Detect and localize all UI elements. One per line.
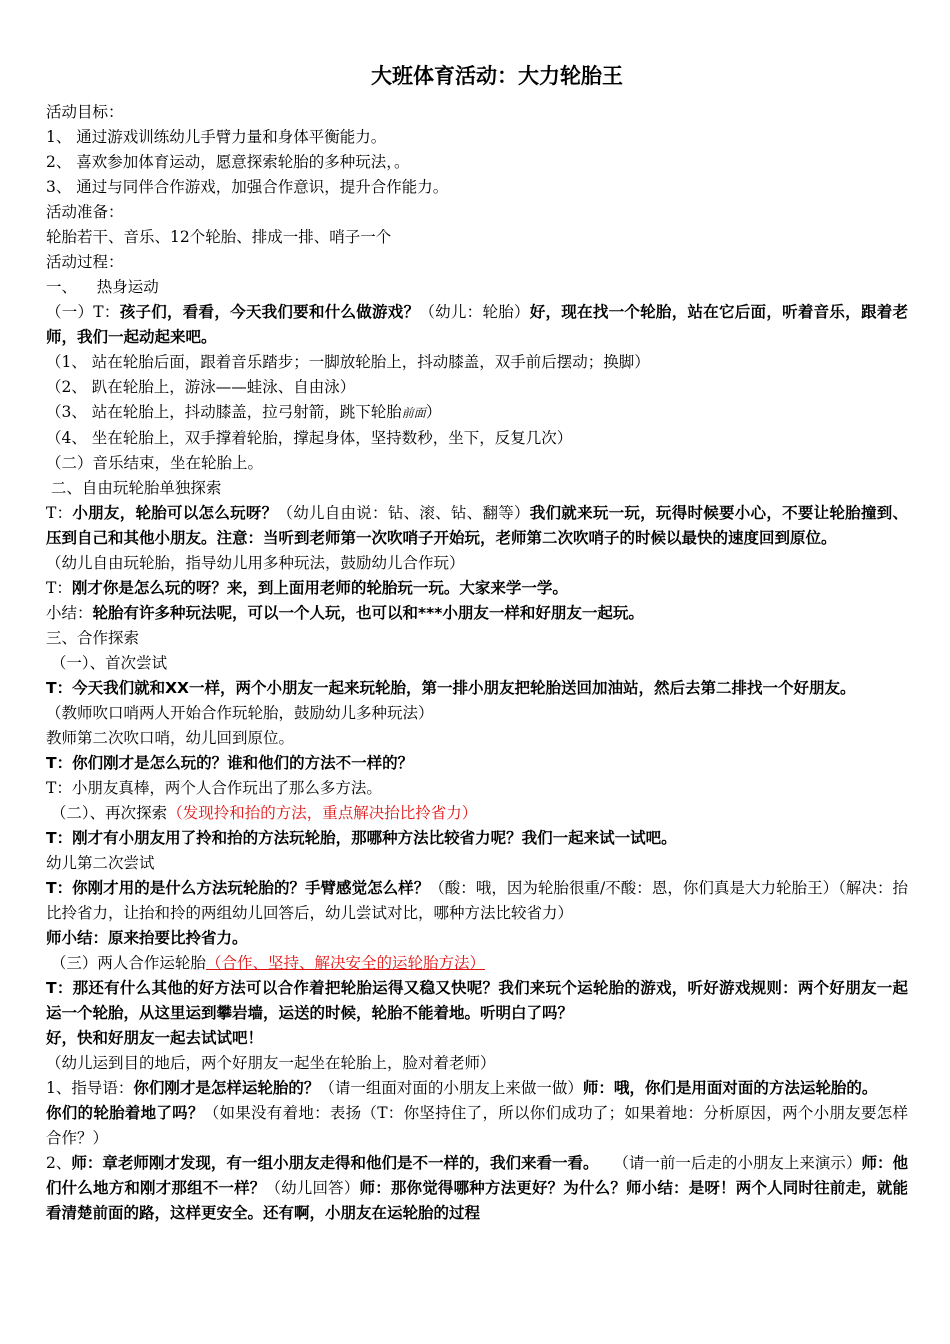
section-3-question-1: T：你们刚才是怎么玩的？谁和他们的方法不一样的？ (46, 754, 414, 772)
section-3-note-2: 教师第二次吹口哨，幼儿回到原位。 (46, 729, 295, 747)
section-3-second-try: 幼儿第二次尝试 (46, 854, 155, 872)
s3p-bold: 你们刚才是怎样运轮胎的？ (133, 1079, 320, 1097)
section-3-sub-3-rules: T：那还有什么其他的好方法可以合作着把轮胎运得又稳又快呢？我们来玩个运轮胎的游戏，听好游戏规则：两个好朋友一起运一个轮胎，从这里运到攀岩墙，运送的时候，轮胎不能着地。听明白了吗？ (46, 979, 908, 1022)
section-3-question-2 (46, 876, 908, 926)
document-title: 大班体育活动：大力轮胎王 (371, 64, 623, 88)
s3l-prefix: （三）两人合作运轮胎 (46, 954, 206, 972)
prep-heading: 活动准备： (46, 203, 124, 221)
s2a-bold: 小朋友，轮胎可以怎么玩呀？ (72, 504, 278, 522)
s3r-mid2: （幼儿回答） (265, 1179, 360, 1197)
process-heading: 活动过程： (46, 253, 124, 271)
section-3-note-1: （教师吹口哨两人开始合作玩轮胎，鼓励幼儿多种玩法） (46, 704, 434, 722)
s1a-bold2: 好，现在找一个轮胎，站在它后面，听着音乐，跟着老师，我们一起动起来吧。 (46, 303, 908, 346)
s2c-bold: 刚才你是怎么玩的呀？来，到上面用老师的轮胎玩一玩。大家来学一学。 (71, 579, 568, 597)
s3l-red-note: （合作、坚持、解决安全的运轮胎方法） (205, 954, 485, 972)
s3g-red-note: （发现拎和抬的方法，重点解决抬比拎省力） (167, 804, 478, 822)
s3r-bold3: 师：那你觉得哪种方法更好？为什么？师小结：是呀！两个人同时往前走，就能看清楚前面的路，这样更安全。还有啊，小朋友在运轮胎的过程 (46, 1179, 908, 1222)
s3r-bold: 师：章老师刚才发现，有一组小朋友走得和他们是不一样的，我们来看一看。 (71, 1154, 599, 1172)
s2d-bold: 轮胎有许多种玩法呢，可以一个人玩，也可以和***小朋友一样和好朋友一起玩。 (92, 604, 644, 622)
section-2-heading: 二、自由玩轮胎单独探索 (46, 479, 222, 497)
s3g-prefix: （二）、再次探索 (46, 804, 168, 822)
section-1-heading: 一、 热身运动 (46, 278, 159, 296)
section-3-go: 好，快和好朋友一起去试试吧！ (46, 1029, 264, 1047)
goal-item-1: 1、 通过游戏训练幼儿手臂力量和身体平衡能力。 (46, 128, 387, 146)
movement-3 (46, 400, 908, 426)
movement-2: （2、 趴在轮胎上，游泳——蛙泳、自由泳） (46, 378, 356, 396)
s3p-mid: （请一组面对面的小朋友上来做一做） (319, 1079, 583, 1097)
section-1-part-1 (46, 300, 908, 350)
s2a-mid: （幼儿自由说：钻、滚、钻、翻等） (277, 504, 530, 522)
section-3-heading: 三、合作探索 (46, 629, 140, 647)
movement-3-text: （3、 站在轮胎上，抖动膝盖，拉弓射箭，跳下轮胎 (46, 403, 402, 421)
s3j-mid: （酸：哦，因为轮胎很重/不酸：恩，你们真是大力轮胎王）（解决：抬比拎省力，让抬和拎的两组幼儿回答后，幼儿尝试对比，哪种方法比较省力） (46, 879, 908, 922)
section-3-sub-1: （一）、首次尝试 (46, 654, 168, 672)
section-1-part-2: （二）音乐结束，坐在轮胎上。 (46, 454, 264, 472)
s3p-bold2: 师：哦，你们是用面对面的方法运轮胎的。 (582, 1079, 878, 1097)
s3q-mid: （如果没有着地：表扬（T：你坚持住了，所以你们成功了；如果着地：分析原因，两个小朋友要怎样合作？） (46, 1104, 908, 1147)
section-3-guide-3 (46, 1151, 908, 1226)
movement-1: （1、 站在轮胎后面，跟着音乐踏步；一脚放轮胎上，抖动膝盖，双手前后摆动；换脚） (46, 353, 650, 371)
document-page (46, 56, 908, 1226)
s2a-prefix: T： (46, 504, 73, 522)
section-3-praise: T：小朋友真棒，两个人合作玩出了那么多方法。 (46, 779, 382, 797)
section-3-sub-1-text: T：今天我们就和XX一样，两个小朋友一起来玩轮胎，第一排小朋友把轮胎送回加油站，然后去第二排找一个好朋友。 (46, 679, 856, 697)
movement-3-end: ） (425, 403, 442, 421)
section-3-note-3: （幼儿运到目的地后，两个好朋友一起坐在轮胎上，脸对着老师） (46, 1054, 496, 1072)
s3q-bold: 你们的轮胎着地了吗？ (46, 1104, 204, 1122)
s2c-prefix: T： (46, 579, 72, 597)
section-3-sub-2-text: T：刚才有小朋友用了拎和抬的方法玩轮胎，那哪种方法比较省力呢？我们一起来试一试吧。 (46, 829, 677, 847)
s3j-bold: T：你刚才用的是什么方法玩轮胎的？手臂感觉怎么样？ (46, 879, 430, 897)
s1a-mid: （幼儿：轮胎） (419, 303, 530, 321)
goal-item-3: 3、 通过与同伴合作游戏，加强合作意识，提升合作能力。 (46, 178, 449, 196)
s3r-bold2: 师：他们什么地方和刚才那组不一样？ (46, 1154, 908, 1197)
section-3-sub-2 (46, 801, 908, 826)
section-3-sub-3 (46, 951, 908, 976)
s2d-prefix: 小结： (46, 604, 93, 622)
s3p-prefix: 1、指导语： (46, 1079, 134, 1097)
movement-4: （4、 坐在轮胎上，双手撑着轮胎，撑起身体，坚持数秒，坐下，反复几次） (46, 429, 573, 447)
section-2-part-2 (46, 576, 908, 601)
s3r-mid: （请一前一后走的小朋友上来演示） (598, 1154, 862, 1172)
prep-text: 轮胎若干、音乐、12个轮胎、排成一排、哨子一个 (46, 228, 392, 246)
goal-heading: 活动目标： (46, 103, 124, 121)
movement-3-note: 前面 (401, 406, 426, 420)
s2a-bold2: 我们就来玩一玩，玩得时候要小心，不要让轮胎撞到、压到自己和其他小朋友。注意：当听到老师第一次吹哨子开始玩，老师第二次吹哨子的时候以最快的速度回到原位。 (46, 504, 908, 547)
section-2-note: （幼儿自由玩轮胎，指导幼儿用多种玩法，鼓励幼儿合作玩） (46, 554, 465, 572)
s3r-prefix: 2、 (46, 1154, 72, 1172)
section-3-guide-2 (46, 1101, 908, 1151)
section-3-summary-1: 师小结：原来抬要比拎省力。 (46, 929, 248, 947)
section-2-part-1 (46, 501, 908, 551)
s1a-prefix: （一）T： (46, 303, 120, 321)
section-2-summary (46, 601, 908, 626)
goal-item-2: 2、 喜欢参加体育运动，愿意探索轮胎的多种玩法，。 (46, 153, 410, 171)
section-3-guide-1 (46, 1076, 908, 1101)
s1a-bold: 孩子们，看看，今天我们要和什么做游戏？ (119, 303, 420, 321)
